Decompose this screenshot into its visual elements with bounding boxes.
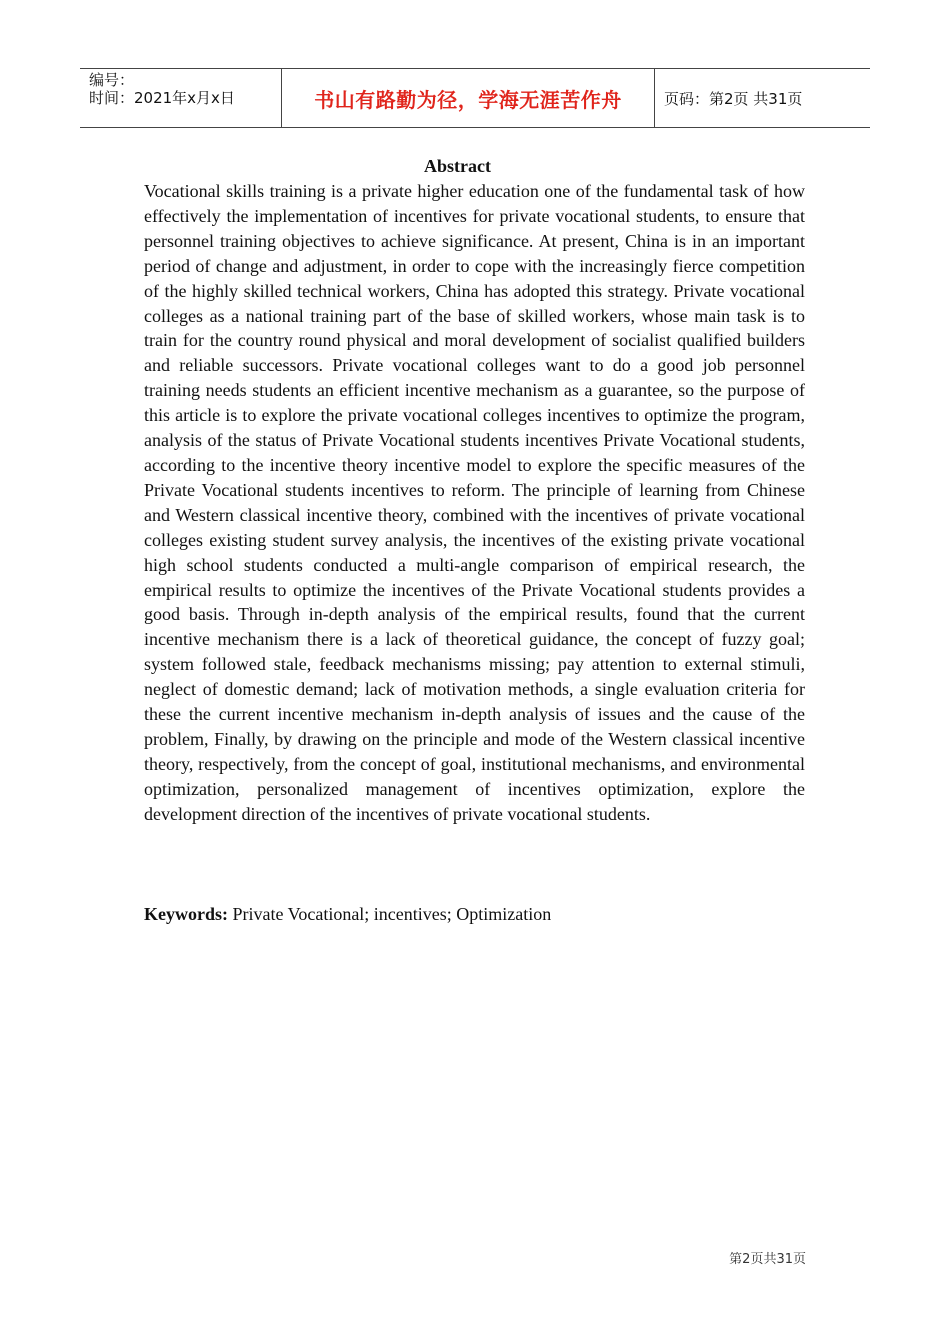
abstract-title: Abstract (424, 156, 491, 176)
header-motto: 书山有路勤为径，学海无涯苦作舟 (282, 69, 655, 127)
header-number-label: 编号： (89, 71, 135, 89)
keywords-line (144, 902, 805, 926)
abstract-body: Vocational skills training is a private higher education one of the fundamental task of how effectively the implementation of incentives for private vocational students, to ensure that personnel training objectives to achieve significance. At present, China is in an important period of change and adjustment, in order to cope with the increasingly fierce competition of the highly skilled technical workers, China has adopted this strategy. Private vocational colleges as a national training part of the base of skilled workers, whose main task is to train for the country round physical and moral development of socialist qualified builders and reliable successors. Private vocational colleges want to do a good job personnel training needs students an efficient incentive mechanism as a guarantee, so the purpose of this article is to explore the private vocational colleges incentives to optimize the program, analysis of the status of Private Vocational students incentives Private Vocational students, according to the incentive theory incentive model to explore the specific measures of the Private Vocational students incentives to reform. The principle of learning from Chinese and Western classical incentive theory, combined with the incentives of private vocational colleges existing student survey analysis, the incentives of the existing private vocational high school students conducted a multi-angle comparison of empirical research, the empirical results to optimize the incentives of the Private Vocational students provides a good basis. Through in-depth analysis of the empirical results, found that the current incentive mechanism there is a lack of theoretical guidance, the concept of fuzzy goal; system followed stale, feedback mechanisms missing; pay attention to external stimuli, neglect of domestic demand; lack of motivation methods, a single evaluation criteria for these the current incentive mechanism in-depth analysis of issues and the cause of the problem, Finally, by drawing on the principle and mode of the Western classical incentive theory, respectively, from the concept of goal, institutional mechanisms, and environmental optimization, personalized management of incentives optimization, explore the development direction of the incentives of private vocational students. (144, 181, 805, 824)
keywords-label: Keywords: (144, 904, 228, 924)
page-header (80, 68, 870, 128)
header-time-label: 时间：2021年x月x日 (89, 89, 235, 107)
header-meta (80, 69, 282, 127)
page-footer: 第2页共31页 (729, 1252, 806, 1267)
header-page-info: 页码：第2页 共31页 (664, 89, 803, 108)
keywords-value: Private Vocational; incentives; Optimization (232, 904, 552, 924)
